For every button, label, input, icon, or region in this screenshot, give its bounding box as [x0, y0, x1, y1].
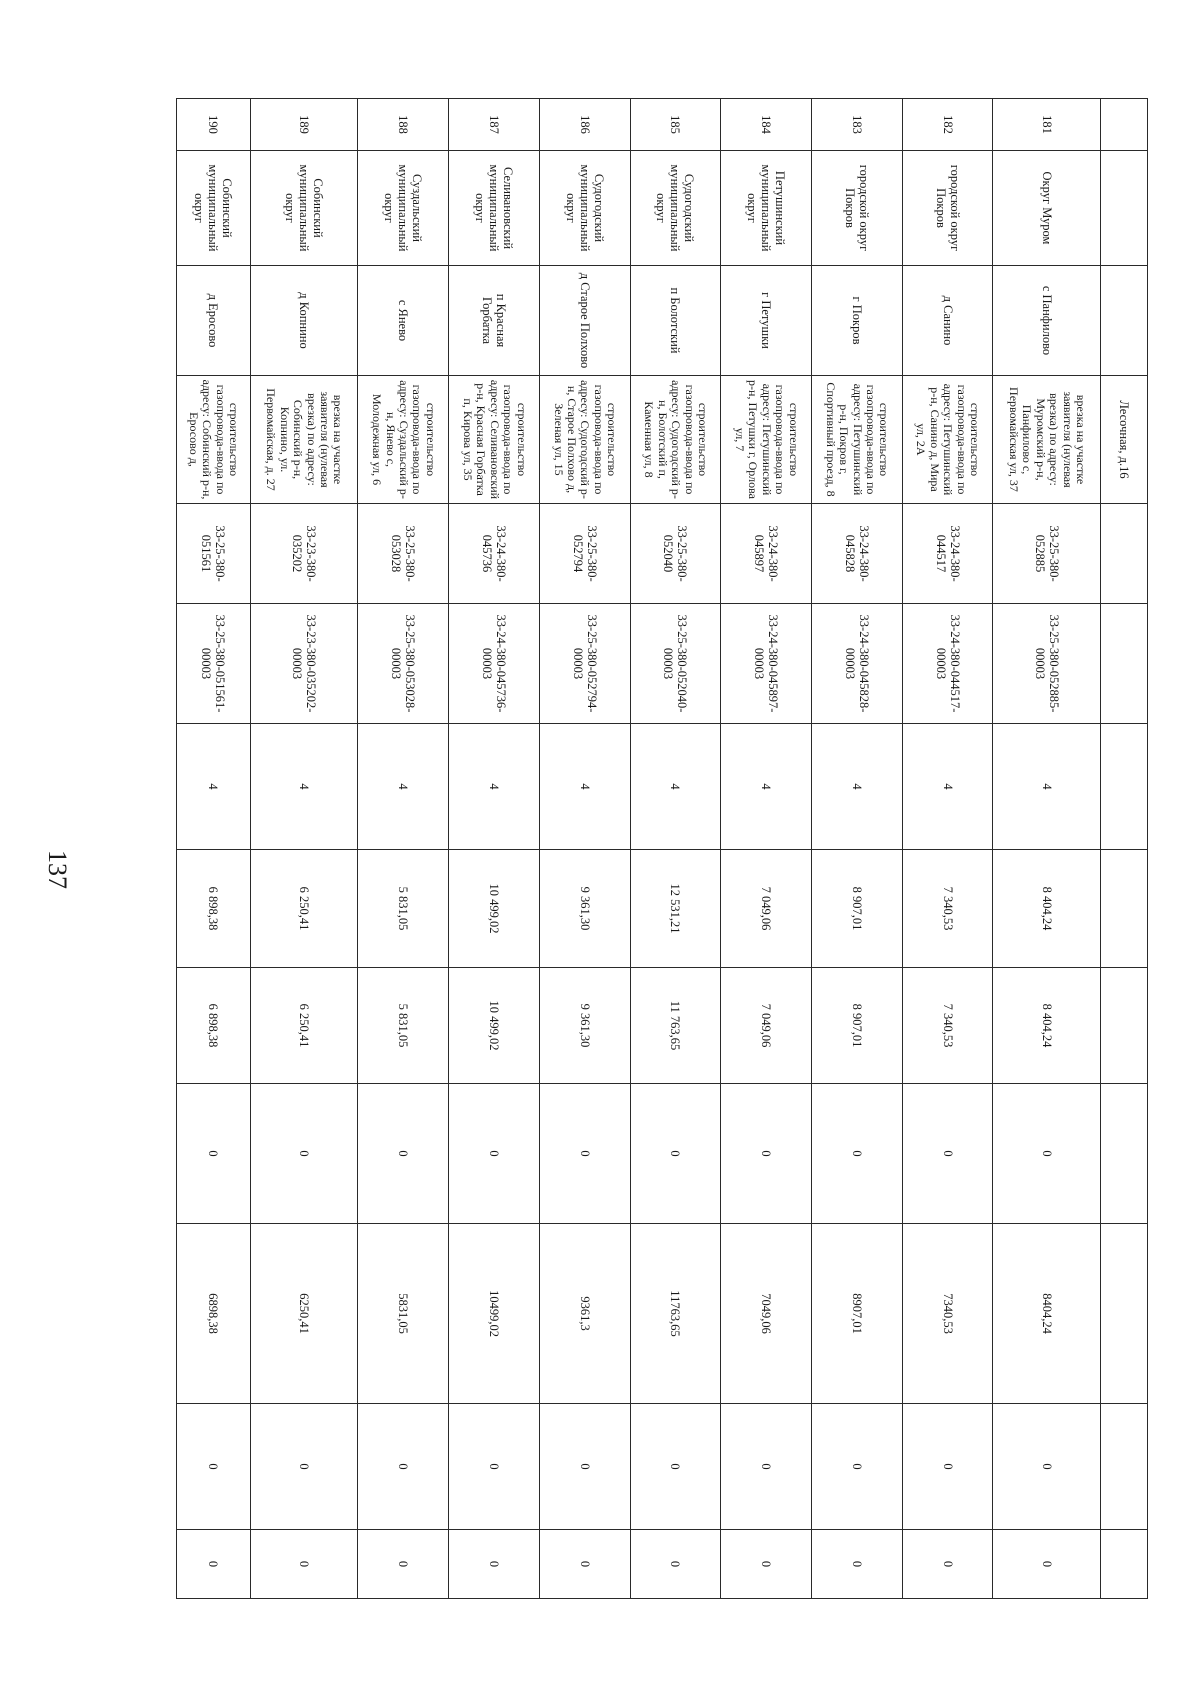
cell: [1101, 1224, 1148, 1404]
row-number: 187: [449, 99, 540, 151]
cost-cell: 5 831,05: [358, 850, 449, 968]
cadastral-code-cell: 33-25-380-052885: [993, 504, 1101, 604]
work-description-cell: строительство газопровода-ввода по адресу: Судогодский р-н, Болотский п, Каменная ул, 8: [630, 376, 721, 504]
identifier-cell: 33-25-380-052794-00003: [539, 604, 630, 724]
cost-cell: 8404,24: [993, 1224, 1101, 1404]
value-cell: 0: [250, 1084, 358, 1224]
locality-cell: д Копнино: [250, 266, 358, 376]
district-cell: Собинский муниципальный округ: [177, 151, 251, 266]
value-cell: 0: [993, 1530, 1101, 1599]
cadastral-code-cell: 33-25-380-052040: [630, 504, 721, 604]
cell: [1101, 151, 1148, 266]
cadastral-code-cell: 33-24-380-045897: [721, 504, 812, 604]
work-description-cell: строительство газопровода-ввода по адресу: Петушинский р-н, Санино д, Мира ул, 2А: [902, 376, 993, 504]
district-cell: Суздальский муниципальный округ: [358, 151, 449, 266]
cost-cell: 7 340,53: [902, 850, 993, 968]
table-row: [721, 99, 812, 1599]
value-cell: 0: [993, 1404, 1101, 1530]
table-row: [902, 99, 993, 1599]
table-row: [358, 99, 449, 1599]
cost-cell: 10 499,02: [449, 850, 540, 968]
cadastral-code-cell: 33-24-380-045828: [812, 504, 903, 604]
district-cell: Селивановский муниципальный округ: [449, 151, 540, 266]
locality-cell: г Покров: [812, 266, 903, 376]
row-number: 181: [993, 99, 1101, 151]
table-row: [177, 99, 251, 1599]
value-cell: 0: [630, 1404, 721, 1530]
continuation-row: [1101, 99, 1148, 1599]
value-cell: 0: [250, 1530, 358, 1599]
value-cell: 0: [449, 1530, 540, 1599]
value-cell: 0: [539, 1084, 630, 1224]
page-number: 137: [43, 850, 72, 889]
cost-cell: 7 049,06: [721, 850, 812, 968]
row-number: 189: [250, 99, 358, 151]
cost-cell: 6 898,38: [177, 968, 251, 1084]
value-cell: 0: [721, 1530, 812, 1599]
row-number: 188: [358, 99, 449, 151]
row-number: 185: [630, 99, 721, 151]
value-cell: 0: [993, 1084, 1101, 1224]
row-number: 190: [177, 99, 251, 151]
category-cell: 4: [449, 724, 540, 850]
identifier-cell: 33-24-380-045736-00003: [449, 604, 540, 724]
table-row: [630, 99, 721, 1599]
value-cell: 0: [177, 1084, 251, 1224]
cadastral-code-cell: 33-23-380-035202: [250, 504, 358, 604]
rotated-table-frame: [176, 98, 1148, 1598]
category-cell: 4: [993, 724, 1101, 850]
locality-cell: п Красная Горбатка: [449, 266, 540, 376]
value-cell: 0: [177, 1404, 251, 1530]
cadastral-code-cell: 33-25-380-051561: [177, 504, 251, 604]
district-cell: Собинский муниципальный округ: [250, 151, 358, 266]
cost-cell: 8 907,01: [812, 850, 903, 968]
locality-cell: п Болотский: [630, 266, 721, 376]
district-cell: Судогодский муниципальный округ: [630, 151, 721, 266]
category-cell: 4: [539, 724, 630, 850]
value-cell: 0: [539, 1530, 630, 1599]
district-cell: городской округ Покров: [902, 151, 993, 266]
table-row: [250, 99, 358, 1599]
cell: [1101, 850, 1148, 968]
work-description-cell: врезка на участке заявителя (нулевая врезка) по адресу: Муромский р-н, Панфилово с, Первомайская ул, 37: [993, 376, 1101, 504]
cost-cell: 12 531,21: [630, 850, 721, 968]
identifier-cell: 33-25-380-051561-00003: [177, 604, 251, 724]
work-description-cell: строительство газопровода-ввода по адресу: Петушинский р-н, Петушки г, Орлова ул, 7: [721, 376, 812, 504]
work-description-cell: строительство газопровода-ввода по адресу: Собинский р-н, Еросово д,: [177, 376, 251, 504]
value-cell: 0: [250, 1404, 358, 1530]
work-description-cell: строительство газопровода-ввода по адресу: Селивановский р-н, Красная Горбатка п, Кирова ул, 35: [449, 376, 540, 504]
cell: [1101, 968, 1148, 1084]
cell: [1101, 1530, 1148, 1599]
cell: [1101, 99, 1148, 151]
table-body: [177, 99, 1148, 1599]
category-cell: 4: [358, 724, 449, 850]
value-cell: 0: [902, 1084, 993, 1224]
table-row: [539, 99, 630, 1599]
value-cell: 0: [358, 1404, 449, 1530]
work-description-cell: строительство газопровода-ввода по адресу: Суздальский р-н, Янево с, Молодежная ул, 6: [358, 376, 449, 504]
locality-cell: с Янево: [358, 266, 449, 376]
cell-address-continuation: Лесочная, д.16: [1101, 376, 1148, 504]
cost-cell: 5831,05: [358, 1224, 449, 1404]
locality-cell: д Санино: [902, 266, 993, 376]
identifier-cell: 33-25-380-052885-00003: [993, 604, 1101, 724]
work-description-cell: строительство газопровода-ввода по адресу: Петушинский р-н, Покров г, Спортивный проезд, 8: [812, 376, 903, 504]
cost-cell: 9 361,30: [539, 968, 630, 1084]
work-description-cell: строительство газопровода-ввода по адресу: Судогодский р-н, Старое Полхово д, Зеленая ул, 15: [539, 376, 630, 504]
cell: [1101, 724, 1148, 850]
value-cell: 0: [812, 1530, 903, 1599]
row-number: 183: [812, 99, 903, 151]
cost-cell: 6250,41: [250, 1224, 358, 1404]
table-row: [812, 99, 903, 1599]
district-cell: Судогодский муниципальный округ: [539, 151, 630, 266]
cadastral-code-cell: 33-24-380-044517: [902, 504, 993, 604]
category-cell: 4: [630, 724, 721, 850]
value-cell: 0: [812, 1084, 903, 1224]
cost-cell: 6 250,41: [250, 850, 358, 968]
cost-cell: 8 404,24: [993, 968, 1101, 1084]
cost-cell: 8907,01: [812, 1224, 903, 1404]
category-cell: 4: [250, 724, 358, 850]
cell: [1101, 1404, 1148, 1530]
cell: [1101, 504, 1148, 604]
identifier-cell: 33-25-380-052040-00003: [630, 604, 721, 724]
identifier-cell: 33-24-380-045828-00003: [812, 604, 903, 724]
cadastral-code-cell: 33-25-380-052794: [539, 504, 630, 604]
work-description-cell: врезка на участке заявителя (нулевая врезка) по адресу: Собинский р-н, Копнино, ул. Первомайская, д. 27: [250, 376, 358, 504]
cost-cell: 6898,38: [177, 1224, 251, 1404]
value-cell: 0: [721, 1404, 812, 1530]
row-number: 184: [721, 99, 812, 151]
value-cell: 0: [630, 1084, 721, 1224]
cost-cell: 7 049,06: [721, 968, 812, 1084]
cost-cell: 8 907,01: [812, 968, 903, 1084]
row-number: 186: [539, 99, 630, 151]
district-cell: городской округ Покров: [812, 151, 903, 266]
value-cell: 0: [449, 1084, 540, 1224]
locality-cell: д Еросово: [177, 266, 251, 376]
value-cell: 0: [902, 1530, 993, 1599]
locality-cell: д Старое Полхово: [539, 266, 630, 376]
category-cell: 4: [721, 724, 812, 850]
value-cell: 0: [902, 1404, 993, 1530]
cell: [1101, 1084, 1148, 1224]
gas-connection-table: [176, 98, 1148, 1599]
cell: [1101, 604, 1148, 724]
value-cell: 0: [539, 1404, 630, 1530]
category-cell: 4: [177, 724, 251, 850]
identifier-cell: 33-24-380-044517-00003: [902, 604, 993, 724]
row-number: 182: [902, 99, 993, 151]
value-cell: 0: [358, 1530, 449, 1599]
table-row: [993, 99, 1101, 1599]
cost-cell: 11763,65: [630, 1224, 721, 1404]
identifier-cell: 33-24-380-045897-00003: [721, 604, 812, 724]
identifier-cell: 33-23-380-035202-00003: [250, 604, 358, 724]
cadastral-code-cell: 33-25-380-053028: [358, 504, 449, 604]
value-cell: 0: [721, 1084, 812, 1224]
locality-cell: г Петушки: [721, 266, 812, 376]
category-cell: 4: [902, 724, 993, 850]
district-cell: Петушинский муниципальный округ: [721, 151, 812, 266]
cost-cell: 9 361,30: [539, 850, 630, 968]
district-cell: Округ Муром: [993, 151, 1101, 266]
cost-cell: 10499,02: [449, 1224, 540, 1404]
value-cell: 0: [812, 1404, 903, 1530]
cadastral-code-cell: 33-24-380-045736: [449, 504, 540, 604]
cost-cell: 6 250,41: [250, 968, 358, 1084]
cost-cell: 7 340,53: [902, 968, 993, 1084]
cost-cell: 7049,06: [721, 1224, 812, 1404]
locality-cell: с Панфилово: [993, 266, 1101, 376]
cost-cell: 6 898,38: [177, 850, 251, 968]
value-cell: 0: [449, 1404, 540, 1530]
value-cell: 0: [630, 1530, 721, 1599]
cell: [1101, 266, 1148, 376]
cost-cell: 5 831,05: [358, 968, 449, 1084]
table-row: [449, 99, 540, 1599]
category-cell: 4: [812, 724, 903, 850]
value-cell: 0: [358, 1084, 449, 1224]
cost-cell: 11 763,65: [630, 968, 721, 1084]
value-cell: 0: [177, 1530, 251, 1599]
cost-cell: 10 499,02: [449, 968, 540, 1084]
cost-cell: 9361,3: [539, 1224, 630, 1404]
cost-cell: 7340,53: [902, 1224, 993, 1404]
identifier-cell: 33-25-380-053028-00003: [358, 604, 449, 724]
cost-cell: 8 404,24: [993, 850, 1101, 968]
